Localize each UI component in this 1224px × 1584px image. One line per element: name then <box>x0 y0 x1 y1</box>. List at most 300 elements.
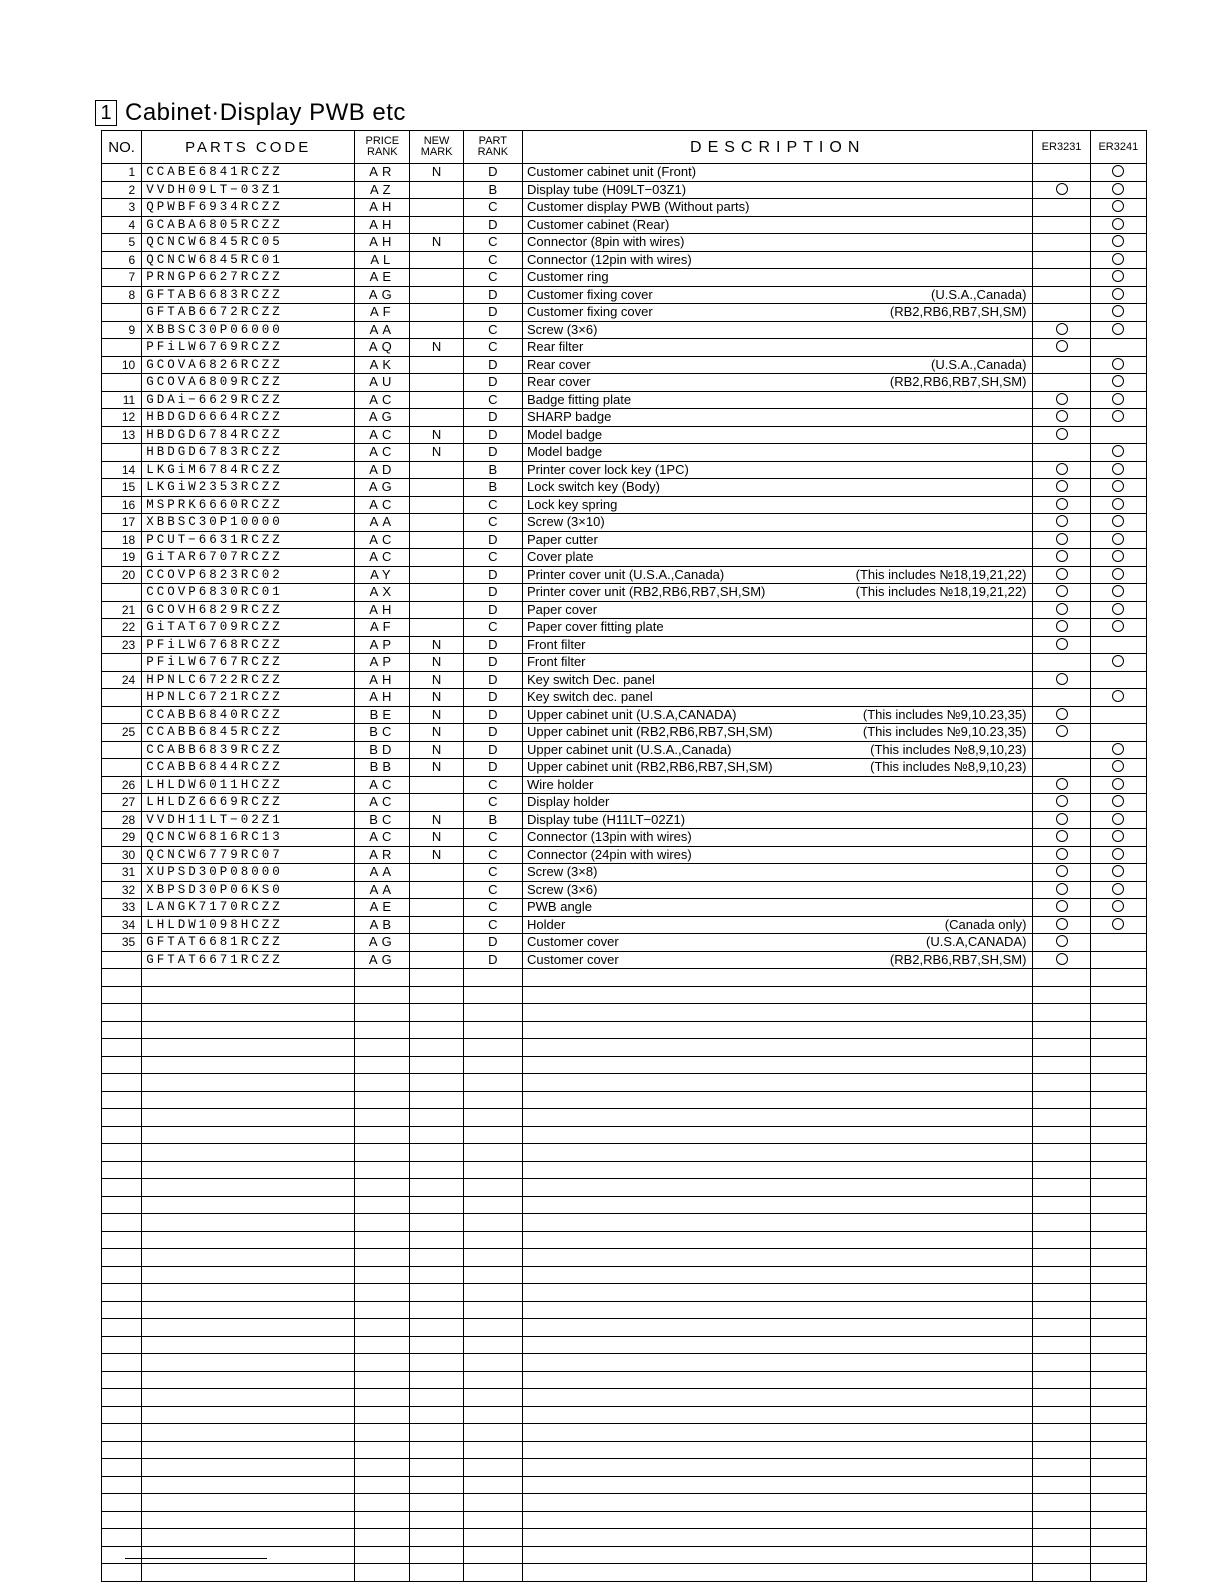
cell-er3241 <box>1090 671 1146 689</box>
cell-no: 15 <box>102 479 142 497</box>
cell-no: 4 <box>102 216 142 234</box>
cell-no: 21 <box>102 601 142 619</box>
cell-parts-code: LANGK7170RCZZ <box>142 899 355 917</box>
description-text: Customer cabinet (Rear) <box>526 216 670 232</box>
empty-row <box>102 1511 1147 1529</box>
description-note: (RB2,RB6,RB7,SH,SM) <box>889 374 1027 389</box>
cell-parts-code: GCOVA6826RCZZ <box>142 356 355 374</box>
empty-cell <box>1090 1389 1146 1407</box>
cell-er3241 <box>1090 864 1146 882</box>
empty-cell <box>102 1459 142 1477</box>
empty-cell <box>522 1231 1032 1249</box>
empty-cell <box>410 986 463 1004</box>
empty-cell <box>142 1389 355 1407</box>
applicable-mark-icon <box>1112 410 1124 422</box>
cell-no: 13 <box>102 426 142 444</box>
empty-cell <box>410 1564 463 1582</box>
cell-no: 5 <box>102 234 142 252</box>
empty-cell <box>410 1371 463 1389</box>
cell-er3241 <box>1090 829 1146 847</box>
empty-row <box>102 1389 1147 1407</box>
empty-cell <box>355 1336 410 1354</box>
empty-cell <box>463 1459 522 1477</box>
empty-cell <box>463 1301 522 1319</box>
cell-description <box>522 531 1032 549</box>
empty-row <box>102 969 1147 987</box>
applicable-mark-icon <box>1112 235 1124 247</box>
cell-new-mark <box>410 199 463 217</box>
empty-cell <box>142 1371 355 1389</box>
empty-cell <box>1090 1179 1146 1197</box>
description-note: (This includes №8,9,10,23) <box>870 759 1027 774</box>
table-row <box>102 566 1147 584</box>
cell-price-rank: AQ <box>355 339 410 357</box>
cell-no: 18 <box>102 531 142 549</box>
empty-cell <box>102 1529 142 1547</box>
description-text: Customer cover <box>526 934 619 949</box>
description-note: (This includes №9,10.23,35) <box>862 724 1027 739</box>
applicable-mark-icon <box>1112 393 1124 405</box>
cell-parts-code: HBDGD6784RCZZ <box>142 426 355 444</box>
empty-cell <box>522 1004 1032 1022</box>
empty-cell <box>1033 1266 1090 1284</box>
cell-part-rank: D <box>463 426 522 444</box>
empty-row <box>102 1406 1147 1424</box>
empty-cell <box>1090 1459 1146 1477</box>
empty-cell <box>142 1109 355 1127</box>
empty-cell <box>1033 1004 1090 1022</box>
cell-part-rank: D <box>463 444 522 462</box>
empty-cell <box>522 986 1032 1004</box>
empty-cell <box>142 1564 355 1582</box>
cell-er3231 <box>1033 514 1090 532</box>
cell-price-rank: AZ <box>355 181 410 199</box>
empty-cell <box>1090 1196 1146 1214</box>
cell-er3231 <box>1033 409 1090 427</box>
cell-parts-code: GCOVH6829RCZZ <box>142 601 355 619</box>
description-text: Front filter <box>526 636 586 652</box>
applicable-mark-icon <box>1056 603 1068 615</box>
cell-no: 31 <box>102 864 142 882</box>
cell-parts-code: VVDH11LT−02Z1 <box>142 811 355 829</box>
cell-no: 1 <box>102 164 142 182</box>
table-row <box>102 251 1147 269</box>
cell-price-rank: AA <box>355 864 410 882</box>
cell-price-rank: AC <box>355 496 410 514</box>
empty-cell <box>522 1284 1032 1302</box>
empty-cell <box>410 1196 463 1214</box>
applicable-mark-icon <box>1112 655 1124 667</box>
empty-cell <box>463 1196 522 1214</box>
description-text: Key switch dec. panel <box>526 689 653 704</box>
empty-cell <box>522 1196 1032 1214</box>
applicable-mark-icon <box>1056 865 1068 877</box>
empty-cell <box>355 1406 410 1424</box>
cell-er3241 <box>1090 776 1146 794</box>
empty-row <box>102 1476 1147 1494</box>
empty-cell <box>355 1371 410 1389</box>
cell-er3231 <box>1033 864 1090 882</box>
description-text: Upper cabinet unit (U.S.A,CANADA) <box>526 706 737 722</box>
applicable-mark-icon <box>1112 883 1124 895</box>
cell-description <box>522 321 1032 339</box>
applicable-mark-icon <box>1056 393 1068 405</box>
empty-cell <box>142 1126 355 1144</box>
table-row <box>102 706 1147 724</box>
empty-cell <box>410 1021 463 1039</box>
cell-part-rank: D <box>463 934 522 952</box>
description-text: Customer display PWB (Without parts) <box>526 199 750 214</box>
cell-parts-code: QCNCW6845RC01 <box>142 251 355 269</box>
empty-cell <box>463 1529 522 1547</box>
description-text: Printer cover lock key (1PC) <box>526 461 689 477</box>
cell-part-rank: C <box>463 864 522 882</box>
cell-part-rank: D <box>463 164 522 182</box>
cell-parts-code: GCABA6805RCZZ <box>142 216 355 234</box>
empty-cell <box>142 1056 355 1074</box>
empty-cell <box>463 1354 522 1372</box>
empty-cell <box>102 1179 142 1197</box>
cell-er3241 <box>1090 286 1146 304</box>
table-row <box>102 671 1147 689</box>
cell-new-mark: N <box>410 671 463 689</box>
description-text: Rear cover <box>526 356 591 372</box>
description-text: Customer cover <box>526 951 619 967</box>
empty-cell <box>355 1284 410 1302</box>
header-price-rank-line2: RANK <box>367 146 398 158</box>
cell-price-rank: AC <box>355 549 410 567</box>
empty-cell <box>102 1494 142 1512</box>
applicable-mark-icon <box>1056 323 1068 335</box>
empty-row <box>102 1074 1147 1092</box>
description-text: Connector (12pin with wires) <box>526 251 692 267</box>
applicable-mark-icon <box>1056 568 1068 580</box>
cell-parts-code: CCOVP6823RC02 <box>142 566 355 584</box>
empty-cell <box>102 1564 142 1582</box>
cell-er3241 <box>1090 164 1146 182</box>
cell-no: 25 <box>102 724 142 742</box>
empty-cell <box>522 1249 1032 1267</box>
empty-cell <box>1033 1091 1090 1109</box>
cell-no: 16 <box>102 496 142 514</box>
empty-cell <box>522 1529 1032 1547</box>
description-text: Display tube (H09LT−03Z1) <box>526 181 687 197</box>
cell-part-rank: C <box>463 899 522 917</box>
empty-cell <box>1033 1494 1090 1512</box>
cell-price-rank: AC <box>355 794 410 812</box>
description-text: Screw (3×6) <box>526 321 598 337</box>
empty-row <box>102 1459 1147 1477</box>
cell-new-mark <box>410 514 463 532</box>
empty-cell <box>355 1424 410 1442</box>
empty-cell <box>410 1214 463 1232</box>
empty-cell <box>1090 1564 1146 1582</box>
table-row <box>102 479 1147 497</box>
cell-new-mark <box>410 531 463 549</box>
cell-no <box>102 444 142 462</box>
cell-description <box>522 356 1032 374</box>
section-heading <box>95 96 406 130</box>
empty-cell <box>463 1144 522 1162</box>
empty-cell <box>522 1371 1032 1389</box>
applicable-mark-icon <box>1056 463 1068 475</box>
empty-cell <box>1033 1301 1090 1319</box>
header-parts-code: PARTS CODE <box>142 131 355 164</box>
empty-cell <box>355 1039 410 1057</box>
cell-er3241 <box>1090 654 1146 672</box>
empty-cell <box>102 1389 142 1407</box>
empty-cell <box>142 1354 355 1372</box>
cell-new-mark <box>410 286 463 304</box>
cell-price-rank: AC <box>355 829 410 847</box>
empty-cell <box>522 1074 1032 1092</box>
empty-row <box>102 1371 1147 1389</box>
table-row <box>102 829 1147 847</box>
cell-parts-code: XBPSD30P06KS0 <box>142 881 355 899</box>
cell-part-rank: D <box>463 374 522 392</box>
empty-row <box>102 1196 1147 1214</box>
empty-cell <box>1033 1126 1090 1144</box>
empty-cell <box>522 1039 1032 1057</box>
empty-row <box>102 1494 1147 1512</box>
cell-description <box>522 181 1032 199</box>
cell-price-rank: BE <box>355 706 410 724</box>
cell-parts-code: VVDH09LT−03Z1 <box>142 181 355 199</box>
empty-cell <box>463 1056 522 1074</box>
applicable-mark-icon <box>1112 550 1124 562</box>
table-row <box>102 181 1147 199</box>
footer-rule <box>125 1558 267 1559</box>
empty-cell <box>355 1056 410 1074</box>
cell-part-rank: C <box>463 321 522 339</box>
cell-parts-code: QCNCW6845RC05 <box>142 234 355 252</box>
cell-part-rank: C <box>463 881 522 899</box>
cell-no: 14 <box>102 461 142 479</box>
cell-er3231 <box>1033 549 1090 567</box>
empty-cell <box>142 1074 355 1092</box>
empty-cell <box>142 1476 355 1494</box>
empty-row <box>102 1056 1147 1074</box>
empty-cell <box>1090 1161 1146 1179</box>
header-new-mark-line2: MARK <box>420 146 453 158</box>
description-text: Customer cabinet unit (Front) <box>526 164 697 179</box>
empty-cell <box>463 1074 522 1092</box>
description-note: (This includes №18,19,21,22) <box>855 584 1027 599</box>
cell-price-rank: AB <box>355 916 410 934</box>
applicable-mark-icon <box>1056 515 1068 527</box>
cell-new-mark <box>410 479 463 497</box>
empty-row <box>102 1179 1147 1197</box>
empty-cell <box>463 1126 522 1144</box>
cell-er3241 <box>1090 461 1146 479</box>
table-row <box>102 741 1147 759</box>
cell-er3231 <box>1033 706 1090 724</box>
empty-cell <box>355 1126 410 1144</box>
description-text: Rear cover <box>526 374 591 389</box>
cell-price-rank: AC <box>355 426 410 444</box>
table-row <box>102 934 1147 952</box>
cell-new-mark <box>410 951 463 969</box>
empty-cell <box>102 1319 142 1337</box>
cell-er3241 <box>1090 584 1146 602</box>
empty-cell <box>355 1196 410 1214</box>
cell-price-rank: BB <box>355 759 410 777</box>
description-text: Connector (24pin with wires) <box>526 846 692 862</box>
cell-price-rank: BC <box>355 724 410 742</box>
empty-cell <box>1033 986 1090 1004</box>
cell-er3241 <box>1090 531 1146 549</box>
empty-cell <box>1090 1336 1146 1354</box>
description-text: Connector (13pin with wires) <box>526 829 692 844</box>
cell-description <box>522 724 1032 742</box>
cell-part-rank: D <box>463 671 522 689</box>
header-new-mark-line1: NEW <box>423 135 450 147</box>
empty-cell <box>102 1161 142 1179</box>
header-part-rank-line1: PART <box>478 135 507 147</box>
empty-cell <box>102 1301 142 1319</box>
cell-er3241 <box>1090 706 1146 724</box>
table-row <box>102 199 1147 217</box>
empty-cell <box>1090 1091 1146 1109</box>
description-text: Rear filter <box>526 339 584 354</box>
cell-no: 27 <box>102 794 142 812</box>
cell-description <box>522 269 1032 287</box>
empty-cell <box>1090 1039 1146 1057</box>
cell-parts-code: GDAi−6629RCZZ <box>142 391 355 409</box>
cell-new-mark <box>410 391 463 409</box>
empty-cell <box>463 1021 522 1039</box>
empty-cell <box>410 1529 463 1547</box>
empty-cell <box>355 1441 410 1459</box>
cell-er3231 <box>1033 391 1090 409</box>
cell-description <box>522 671 1032 689</box>
cell-description <box>522 391 1032 409</box>
cell-no: 35 <box>102 934 142 952</box>
cell-er3231 <box>1033 776 1090 794</box>
applicable-mark-icon <box>1056 673 1068 685</box>
empty-cell <box>142 1319 355 1337</box>
empty-cell <box>355 1319 410 1337</box>
empty-cell <box>1033 1196 1090 1214</box>
table-row <box>102 724 1147 742</box>
description-text: Printer cover unit (RB2,RB6,RB7,SH,SM) <box>526 584 766 599</box>
cell-no: 19 <box>102 549 142 567</box>
empty-cell <box>522 1336 1032 1354</box>
empty-cell <box>355 1179 410 1197</box>
cell-new-mark <box>410 321 463 339</box>
cell-parts-code: HBDGD6664RCZZ <box>142 409 355 427</box>
empty-cell <box>355 1004 410 1022</box>
empty-cell <box>355 1249 410 1267</box>
cell-no: 6 <box>102 251 142 269</box>
empty-row <box>102 1004 1147 1022</box>
cell-er3241 <box>1090 321 1146 339</box>
applicable-mark-icon <box>1056 533 1068 545</box>
empty-cell <box>102 1091 142 1109</box>
cell-er3231 <box>1033 234 1090 252</box>
cell-er3241 <box>1090 199 1146 217</box>
description-text: PWB angle <box>526 899 593 914</box>
cell-no <box>102 689 142 707</box>
applicable-mark-icon <box>1056 428 1068 440</box>
cell-no: 24 <box>102 671 142 689</box>
empty-cell <box>522 1214 1032 1232</box>
empty-cell <box>102 1056 142 1074</box>
cell-price-rank: AG <box>355 286 410 304</box>
empty-row <box>102 1301 1147 1319</box>
applicable-mark-icon <box>1112 305 1124 317</box>
empty-cell <box>102 1511 142 1529</box>
header-price-rank <box>355 131 410 164</box>
empty-cell <box>1033 1109 1090 1127</box>
cell-er3241 <box>1090 339 1146 357</box>
applicable-mark-icon <box>1056 183 1068 195</box>
empty-cell <box>1033 1144 1090 1162</box>
cell-er3231 <box>1033 601 1090 619</box>
applicable-mark-icon <box>1056 935 1068 947</box>
cell-er3231 <box>1033 741 1090 759</box>
cell-er3241 <box>1090 496 1146 514</box>
cell-description <box>522 496 1032 514</box>
cell-new-mark: N <box>410 339 463 357</box>
empty-cell <box>463 969 522 987</box>
empty-cell <box>142 1301 355 1319</box>
cell-part-rank: D <box>463 724 522 742</box>
description-text: Customer fixing cover <box>526 304 653 319</box>
cell-new-mark <box>410 496 463 514</box>
cell-no: 20 <box>102 566 142 584</box>
empty-cell <box>1090 1354 1146 1372</box>
empty-cell <box>1090 1406 1146 1424</box>
table-row <box>102 444 1147 462</box>
empty-cell <box>102 1476 142 1494</box>
empty-cell <box>355 1511 410 1529</box>
empty-cell <box>410 1004 463 1022</box>
cell-price-rank: AL <box>355 251 410 269</box>
cell-no <box>102 654 142 672</box>
cell-part-rank: D <box>463 706 522 724</box>
cell-new-mark: N <box>410 426 463 444</box>
empty-cell <box>522 1144 1032 1162</box>
cell-parts-code: HBDGD6783RCZZ <box>142 444 355 462</box>
applicable-mark-icon <box>1112 480 1124 492</box>
empty-row <box>102 1266 1147 1284</box>
table-row <box>102 356 1147 374</box>
empty-cell <box>410 1546 463 1564</box>
empty-row <box>102 1214 1147 1232</box>
cell-er3241 <box>1090 636 1146 654</box>
empty-cell <box>1033 1284 1090 1302</box>
empty-cell <box>410 1301 463 1319</box>
cell-er3241 <box>1090 444 1146 462</box>
empty-cell <box>410 1494 463 1512</box>
cell-price-rank: AA <box>355 881 410 899</box>
empty-cell <box>355 986 410 1004</box>
empty-row <box>102 1564 1147 1582</box>
cell-new-mark <box>410 601 463 619</box>
cell-er3241 <box>1090 794 1146 812</box>
cell-parts-code: QCNCW6816RC13 <box>142 829 355 847</box>
cell-er3231 <box>1033 829 1090 847</box>
empty-row <box>102 1354 1147 1372</box>
table-row <box>102 636 1147 654</box>
table-row <box>102 776 1147 794</box>
empty-cell <box>1033 1249 1090 1267</box>
cell-er3231 <box>1033 811 1090 829</box>
empty-cell <box>410 1179 463 1197</box>
header-price-rank-line1: PRICE <box>365 135 400 147</box>
empty-cell <box>1090 1476 1146 1494</box>
